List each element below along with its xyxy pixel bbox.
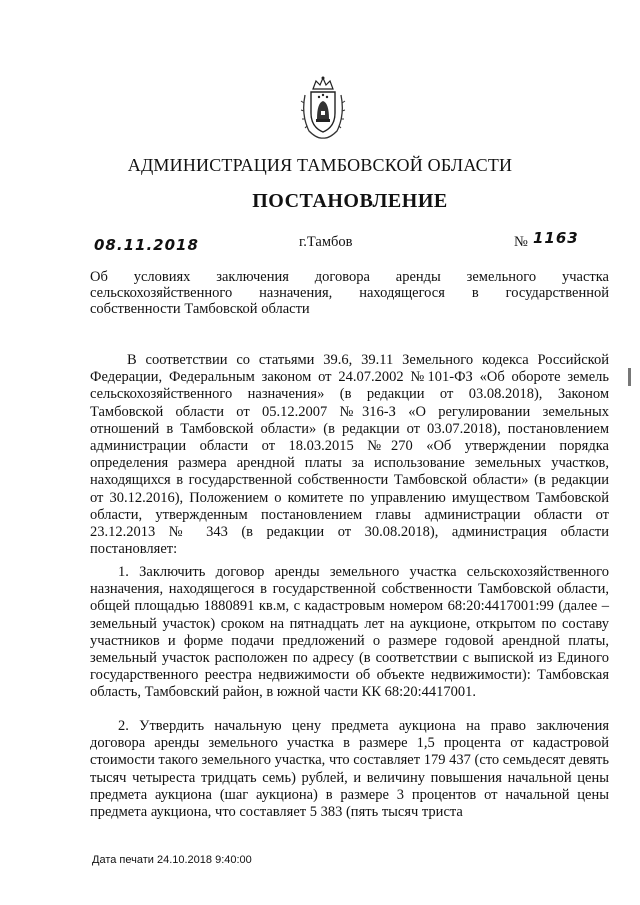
document-number: 1163 <box>533 229 579 247</box>
document-city: г.Тамбов <box>299 234 353 250</box>
organization-name: АДМИНИСТРАЦИЯ ТАМБОВСКОЙ ОБЛАСТИ <box>127 155 513 175</box>
document-number-label: № <box>514 234 528 250</box>
preamble-paragraph: В соответствии со статьями 39.6, 39.11 Земельного кодекса Российской Федерации, Федеральным законом от 24.07.2002 №101-ФЗ «Об обороте земель сельскохозяйственного назначения» (в редакции от 03.08.2018), Законом Тамбовской области от 05.12.2007 №316-З «О регулировании земельных отношений в Тамбовской области» (в редакции от 03.07.2018), постановлением администрации области от 18.03.2015 №270 «Об утверждении порядка определения размера арендной платы за использование земельных участков, находящихся в государственной собственности Тамбовской области» (в редакции от 30.12.2016), Положением о комитете по управлению имуществом Тамбовской области, утвержденным постановлением главы администрации области от 23.12.2013 № 343 (в редакции от 30.08.2018), администрация области постановляет: <box>90 352 609 558</box>
item-2-paragraph: 2. Утвердить начальную цену предмета аукциона на право заключения договора аренды земельного участка в размере 1,5 процента от кадастровой стоимости такого земельного участка, что составляет 179 437 (сто семьдесят девять тысяч четыреста тридцать семь) рублей, и величину повышения начальной цены предмета аукциона (шаг аукциона) в размере 3 процентов от начальной цены предмета аукциона, что составляет 5 383 (пять тысяч триста <box>90 718 609 821</box>
scan-mark <box>628 368 631 386</box>
document-type-title: ПОСТАНОВЛЕНИЕ <box>252 190 448 212</box>
item-1-paragraph: 1. Заключить договор аренды земельного участка сельскохозяйственного назначения, находящегося в государственной собственности Тамбовской области, общей площадью 1880891 кв.м, с кадастровым номером 68:20:4417001:99 (далее – земельный участок) сроком на пятнадцать лет на аукционе, открытом по составу участников и форме подачи предложений о размере годовой арендной платы, земельный участок расположен по адресу (в соответствии с выпиской из Единого государственного реестра недвижимости об объекте недвижимости): Тамбовская область, Тамбовский район, в южной части КК 68:20:4417001. <box>90 564 609 701</box>
coat-of-arms-icon <box>299 75 347 141</box>
print-date-footer: Дата печати 24.10.2018 9:40:00 <box>92 854 252 866</box>
document-subject: Об условиях заключения договора аренды земельного участка сельскохозяйственного назначения, находящегося в государственной собственности Тамбовской области <box>90 269 609 317</box>
document-date: 08.11.2018 <box>94 236 199 254</box>
